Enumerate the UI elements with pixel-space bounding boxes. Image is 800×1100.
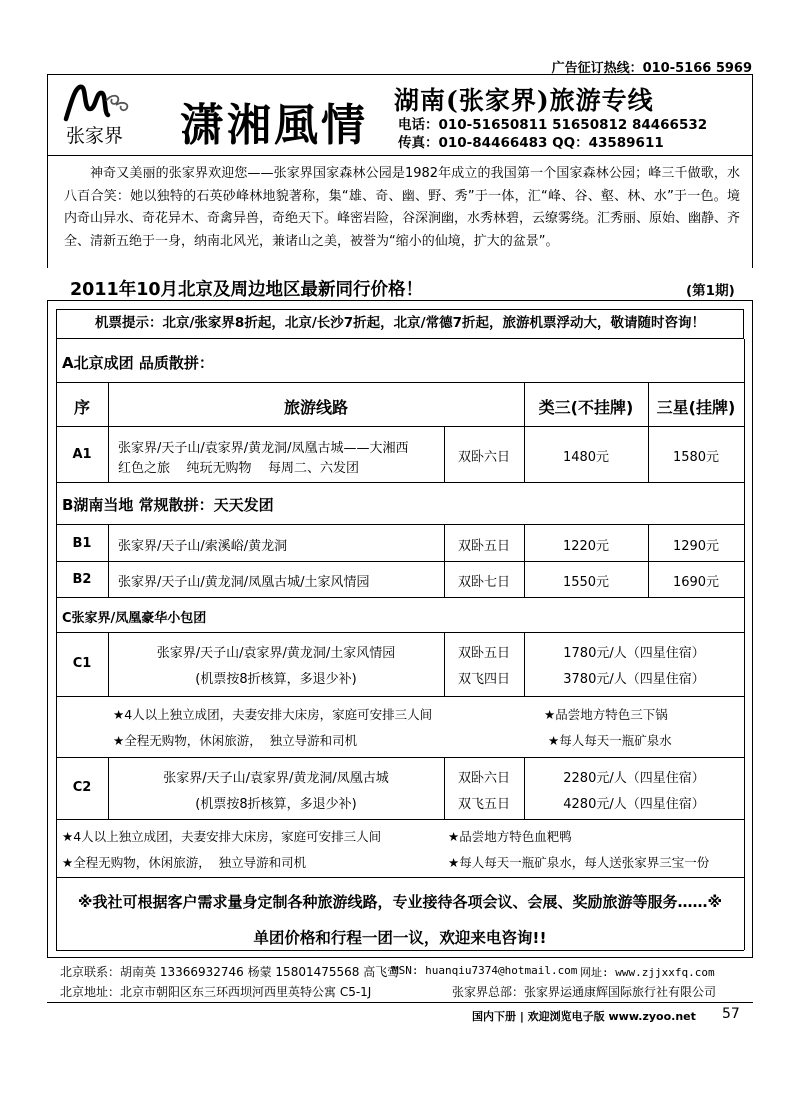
divider — [56, 561, 744, 562]
issue-number: (第1期) — [686, 283, 735, 299]
feature-note: ★全程无购物，休闲旅游， 独立导游和司机 — [113, 733, 358, 748]
price: 4280元/人（四星住宿） — [563, 797, 705, 812]
mountain-logo-icon — [62, 79, 132, 123]
ad-hotline: 广告征订热线：010-5166 5969 — [551, 61, 752, 76]
duration: 双卧六日 — [457, 450, 510, 465]
price: 3780元/人（四星住宿） — [563, 672, 705, 687]
header-seq: 序 — [73, 398, 90, 417]
custom-service: ※我社可根据客户需求量身定制各种旅游线路，专业接待各项会议、会展、奖励旅游等服务……※ — [77, 893, 723, 911]
route: 张家界/天子山/索溪峪/黄龙洞 — [118, 539, 288, 554]
feature-note: ★4人以上独立成团，夫妻安排大床房，家庭可安排三人间 — [62, 829, 382, 844]
feature-note: ★品尝地方特色三下锅 — [544, 707, 668, 722]
feature-note: ★每人每天一瓶矿泉水 — [548, 733, 672, 748]
row-code: B1 — [72, 536, 92, 551]
duration: 双卧五日 — [457, 539, 510, 554]
duration: 双卧六日 — [457, 771, 510, 786]
price-class-three: 1550元 — [562, 575, 610, 590]
feature-note: ★每人每天一瓶矿泉水，每人送张家界三宝一份 — [448, 855, 710, 870]
section-b-title: B湖南当地 常规散拼：天天发团 — [62, 496, 274, 514]
divider — [56, 382, 744, 383]
header-route: 旅游线路 — [283, 398, 348, 417]
duration: 双飞五日 — [457, 797, 510, 812]
route-line: 红色之旅 纯玩无购物 每周二、六发团 — [118, 461, 360, 476]
feature-note: ★品尝地方特色血粑鸭 — [448, 829, 572, 844]
duration: 双卧七日 — [457, 575, 510, 590]
beijing-contact: 北京联系：胡南英 13366932746 杨蒙 15801475568 高飞莺 — [60, 965, 400, 979]
bottom-bar[interactable]: 国内下册 | 欢迎浏览电子版 www.zyoo.net — [472, 1010, 696, 1023]
route: 张家界/天子山/黄龙洞/凤凰古城/土家风情园 — [118, 575, 370, 590]
row-code: C1 — [72, 656, 92, 671]
divider — [56, 819, 744, 820]
divider — [744, 339, 745, 950]
footer-divider — [47, 1002, 753, 1003]
website-link[interactable]: 网址: www.zjjxxfq.com — [580, 966, 715, 979]
route: 张家界/天子山/袁家界/黄龙洞/土家风情园 — [156, 646, 396, 661]
intro-paragraph: 神奇又美丽的张家界欢迎您——张家界国家森林公园是1982年成立的我国第一个国家森林公园；峰三千做歌，水八百合笑：她以独特的石英砂峰林地貌著称，集“雄、奇、幽、野、秀”于一体，汇“峰、谷、壑、林、水”于一色。境内奇山异水、奇花异木、奇禽异兽，奇绝天下。峰密岩险，谷深涧幽，水秀林碧，云缭雾绕。汇秀丽、原始、幽静、齐全、清新五绝于一身，纳南北风光，兼诸山之美，被誉为“缩小的仙境，扩大的盆景”。 — [64, 166, 741, 249]
ticket-note: (机票按8折核算，多退少补) — [195, 672, 357, 687]
divider — [56, 524, 744, 525]
divider — [56, 426, 744, 427]
route-line: 张家界/天子山/袁家界/黄龙洞/凤凰古城——大湘西 — [118, 441, 409, 456]
feature-note: ★4人以上独立成团，夫妻安排大床房，家庭可安排三人间 — [113, 707, 433, 722]
divider — [56, 482, 744, 483]
price-heading: 2011年10月北京及周边地区最新同行价格！ — [70, 280, 424, 300]
header-three-star: 三星(挂牌) — [656, 398, 736, 417]
price-three-star: 1690元 — [672, 575, 720, 590]
price: 1780元/人（四星住宿） — [563, 646, 705, 661]
price-class-three: 1480元 — [562, 450, 610, 465]
divider — [56, 950, 744, 951]
feature-note: ★全程无购物，休闲旅游， 独立导游和司机 — [62, 855, 307, 870]
fax-qq-line: 传真：010-84466483 QQ：43589611 — [398, 135, 664, 151]
duration: 双飞四日 — [457, 672, 510, 687]
section-c-title: C张家界/凤凰豪华小包团 — [62, 611, 207, 626]
page-number: 57 — [722, 1006, 740, 1022]
divider — [108, 524, 109, 597]
headquarters: 张家界总部：张家界运通康辉国际旅行社有限公司 — [452, 985, 717, 999]
header-box — [47, 74, 753, 156]
ticket-note: (机票按8折核算，多退少补) — [195, 797, 357, 812]
beijing-address: 北京地址：北京市朝阳区东三环西坝河西里英特公寓 C5-1J — [60, 985, 372, 999]
row-code: B2 — [72, 572, 92, 587]
header-class-three: 类三(不挂牌) — [538, 398, 634, 417]
brand-title: 潇湘風情 — [180, 100, 368, 151]
divider — [56, 696, 744, 697]
price-three-star: 1290元 — [672, 539, 720, 554]
airline-notice: 机票提示：北京/张家界8折起，北京/长沙7折起，北京/常德7折起，旅游机票浮动大，敬请随时咨询！ — [56, 309, 744, 339]
price: 2280元/人（四星住宿） — [563, 771, 705, 786]
divider — [56, 877, 744, 878]
logo-text: 张家界 — [66, 125, 124, 147]
divider — [56, 339, 57, 950]
msn-address[interactable]: MSN: huanqiu7374@hotmail.com — [392, 964, 578, 977]
tagline: 湖南(张家界)旅游专线 — [394, 86, 654, 115]
section-a-title: A北京成团 品质散拼： — [62, 354, 214, 372]
divider — [56, 597, 744, 598]
divider — [56, 757, 744, 758]
price-class-three: 1220元 — [562, 539, 610, 554]
divider — [56, 632, 744, 633]
consult-text: 单团价格和行程一团一议，欢迎来电咨询!! — [253, 929, 547, 947]
price-three-star: 1580元 — [672, 450, 720, 465]
row-code: C2 — [72, 780, 92, 795]
duration: 双卧五日 — [457, 646, 510, 661]
route: 张家界/天子山/袁家界/黄龙洞/凤凰古城 — [163, 771, 389, 786]
row-code: A1 — [72, 447, 92, 462]
phone-line: 电话：010-51650811 51650812 84466532 — [398, 117, 708, 133]
